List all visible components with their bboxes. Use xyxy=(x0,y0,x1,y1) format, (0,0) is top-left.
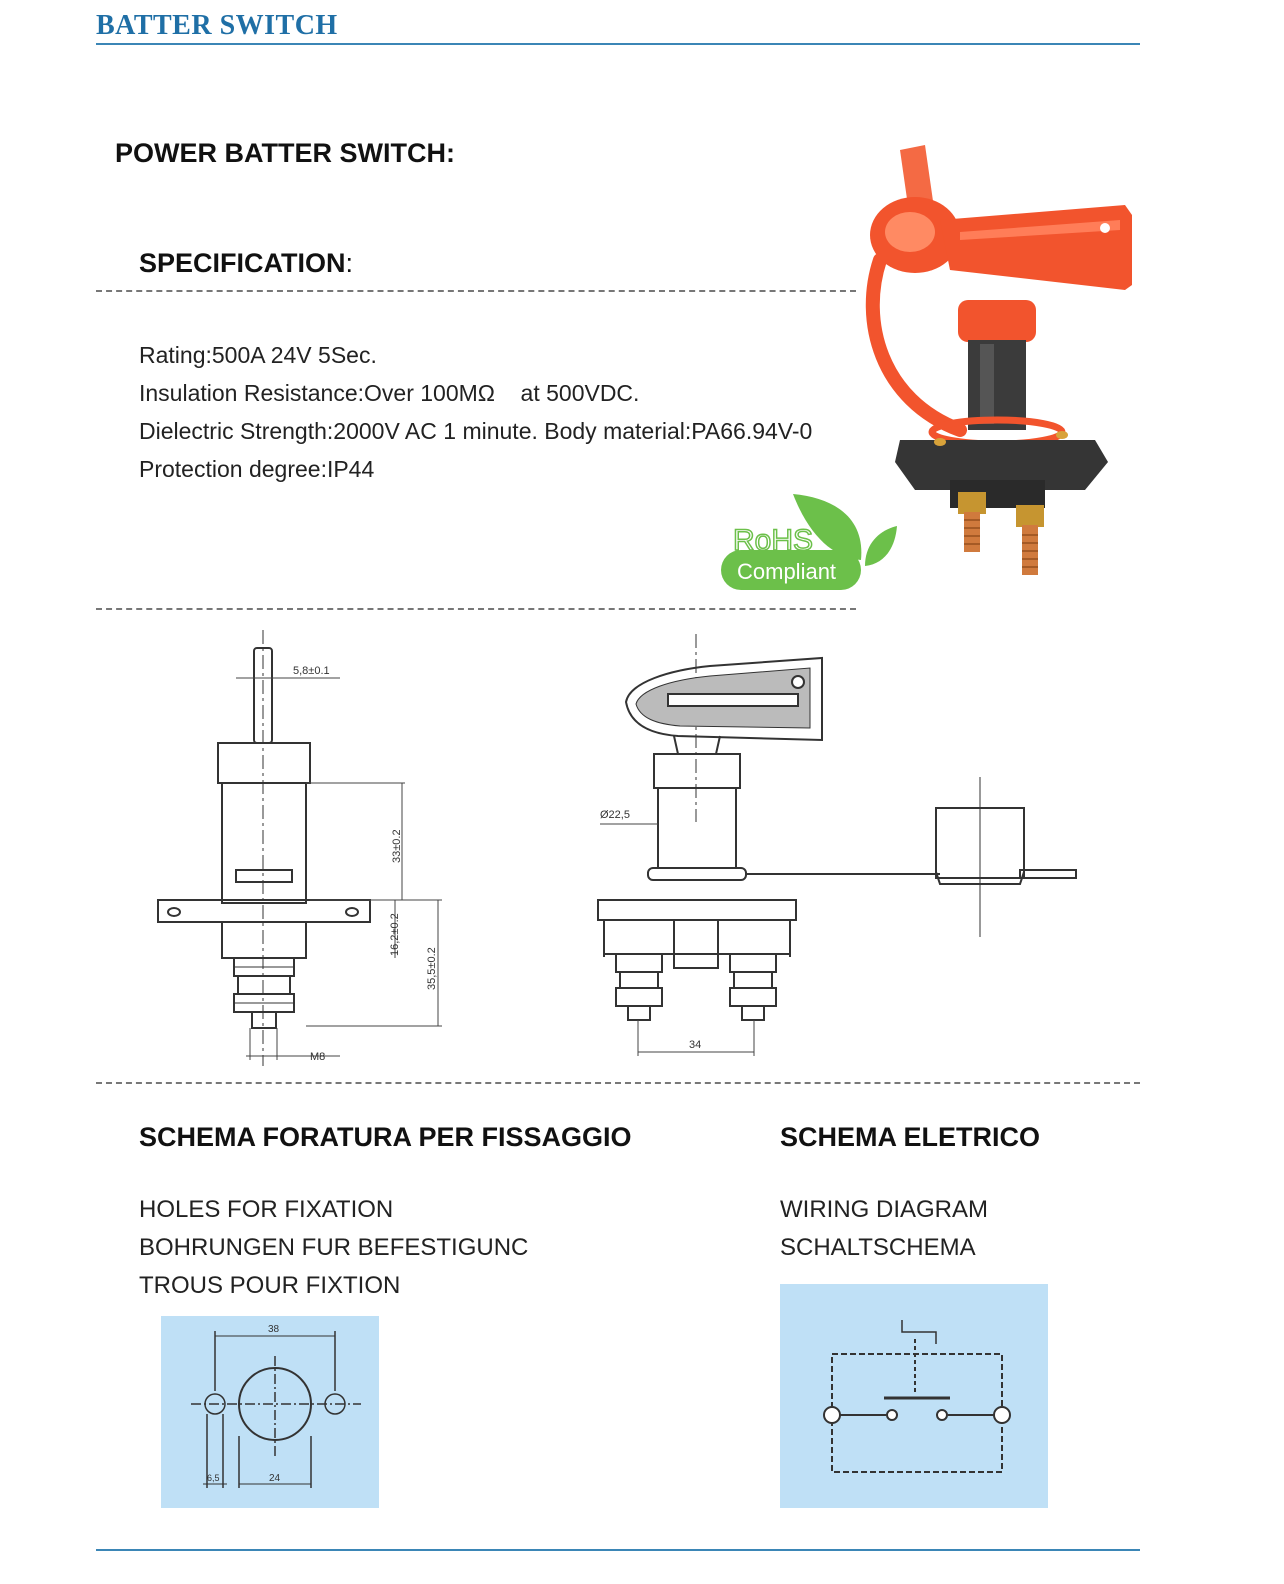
center-diameter-label: 24 xyxy=(269,1473,281,1484)
compliant-text: Compliant xyxy=(737,559,837,584)
spec-dielectric: Dielectric Strength:2000V AC 1 minute. Body material:PA66.94V-0 xyxy=(139,418,813,444)
holes-diagram-panel xyxy=(161,1316,379,1508)
spec-rating: Rating:500A 24V 5Sec. xyxy=(139,342,377,368)
page-title: BATTER SWITCH xyxy=(96,10,338,41)
header-rule xyxy=(96,43,1140,45)
hole-spacing-label: 38 xyxy=(268,1324,280,1335)
dim-diameter: Ø22,5 xyxy=(600,809,630,821)
side-view-drawing xyxy=(150,628,460,1068)
wiring-line-en: WIRING DIAGRAM xyxy=(780,1196,988,1223)
dim-total: 35,5±0.2 xyxy=(426,947,438,990)
holes-line-en: HOLES FOR FIXATION xyxy=(139,1196,394,1223)
spec-divider-bottom xyxy=(96,608,856,610)
rohs-badge xyxy=(715,488,900,596)
specification-heading xyxy=(139,248,353,279)
dim-thread: M8 xyxy=(310,1051,326,1063)
wiring-heading: SCHEMA ELETRICO xyxy=(780,1122,1041,1152)
holes-line-fr: TROUS POUR FIXTION xyxy=(139,1272,401,1299)
specification-colon: : xyxy=(345,248,354,278)
rohs-text: RoHS xyxy=(733,524,814,557)
product-title: POWER BATTER SWITCH: xyxy=(115,138,455,168)
front-view-drawing xyxy=(590,632,1090,1062)
dim-spacing: 34 xyxy=(689,1039,702,1051)
dim-upper: 33±0.2 xyxy=(391,829,403,863)
dim-mid: 16,2±0.2 xyxy=(389,913,401,956)
wiring-diagram-panel xyxy=(780,1284,1048,1508)
hole-diameter-label: 6,5 xyxy=(207,1473,220,1483)
drawings-divider xyxy=(96,1082,1140,1084)
spec-protection: Protection degree:IP44 xyxy=(139,456,375,482)
specification-label: SPECIFICATION xyxy=(139,248,346,278)
dim-width: 5,8±0.1 xyxy=(293,665,330,677)
holes-line-de: BOHRUNGEN FUR BEFESTIGUNC xyxy=(139,1234,529,1261)
wiring-diagram xyxy=(780,1284,1048,1508)
wiring-line-de: SCHALTSCHEMA xyxy=(780,1234,976,1261)
spec-divider-top xyxy=(96,290,856,292)
spec-insulation: Insulation Resistance:Over 100MΩ at 500VDC. xyxy=(139,380,640,406)
footer-rule xyxy=(96,1549,1140,1551)
holes-diagram xyxy=(161,1316,379,1508)
holes-heading: SCHEMA FORATURA PER FISSAGGIO xyxy=(139,1122,632,1152)
